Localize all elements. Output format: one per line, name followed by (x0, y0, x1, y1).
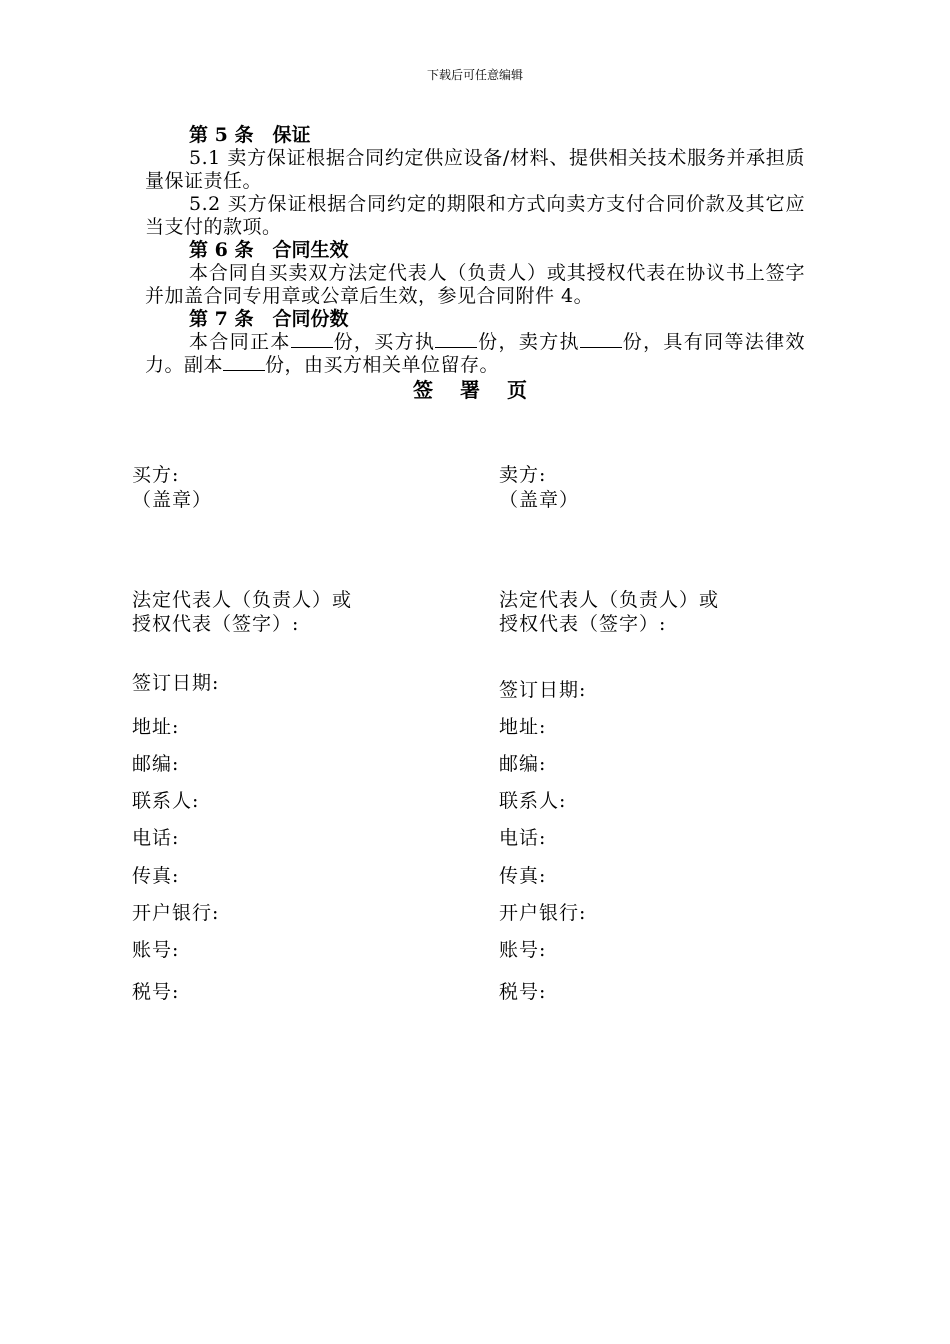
seller-bank: 开户银行: (499, 902, 587, 924)
buyer-rep-line2: 授权代表（签字）: (132, 613, 300, 635)
blank-seller-count (580, 331, 622, 348)
signature-page-title: 签 署 页 (413, 378, 537, 402)
seller-fax: 传真: (499, 865, 547, 887)
contract-body (145, 124, 805, 377)
s7-part-a: 本合同正本 (189, 331, 291, 353)
section-6-text: 本合同自买卖双方法定代表人（负责人）或其授权代表在协议书上签字并加盖合同专用章或公章后生效，参见合同附件 4。 (145, 262, 805, 307)
buyer-fax: 传真: (132, 865, 180, 887)
seller-tax: 税号: (499, 981, 547, 1003)
seller-account: 账号: (499, 939, 547, 961)
page-header-note: 下载后可任意编辑 (426, 68, 523, 82)
seller-postcode: 邮编: (499, 753, 547, 775)
blank-original-count (291, 331, 333, 348)
blank-buyer-count (435, 331, 477, 348)
buyer-tax: 税号: (132, 981, 180, 1003)
seller-rep-line2: 授权代表（签字）: (499, 613, 667, 635)
seller-rep-line1: 法定代表人（负责人）或 (499, 589, 720, 611)
buyer-address: 地址: (132, 716, 180, 738)
buyer-postcode: 邮编: (132, 753, 180, 775)
seller-contact: 联系人: (499, 790, 567, 812)
buyer-phone: 电话: (132, 827, 180, 849)
s7-part-c: 份，卖方执 (477, 331, 580, 353)
seller-seal: （盖章） (499, 489, 580, 511)
section-5-2: 5.2 买方保证根据合同约定的期限和方式向卖方支付合同价款及其它应当支付的款项。 (145, 193, 805, 238)
s7-part-d: 份，具有同等法律效力。副本 (145, 331, 805, 376)
buyer-date: 签订日期: (132, 672, 220, 694)
section-5-title: 第 5 条 保证 (189, 124, 311, 146)
s7-part-e: 份，由买方相关单位留存。 (265, 354, 500, 376)
buyer-bank: 开户银行: (132, 902, 220, 924)
section-7-text (145, 331, 805, 377)
blank-copy-count (223, 354, 265, 371)
seller-date: 签订日期: (499, 679, 587, 701)
section-5-1: 5.1 卖方保证根据合同约定供应设备/材料、提供相关技术服务并承担质量保证责任。 (145, 147, 805, 192)
seller-address: 地址: (499, 716, 547, 738)
section-7-title: 第 7 条 合同份数 (189, 308, 349, 330)
buyer-account: 账号: (132, 939, 180, 961)
s7-part-b: 份，买方执 (332, 331, 436, 353)
buyer-rep-line1: 法定代表人（负责人）或 (132, 589, 353, 611)
buyer-label: 买方: (132, 464, 180, 486)
buyer-contact: 联系人: (132, 790, 200, 812)
section-6-title: 第 6 条 合同生效 (189, 239, 349, 261)
seller-label: 卖方: (499, 464, 547, 486)
seller-phone: 电话: (499, 827, 547, 849)
buyer-seal: （盖章） (132, 489, 213, 511)
